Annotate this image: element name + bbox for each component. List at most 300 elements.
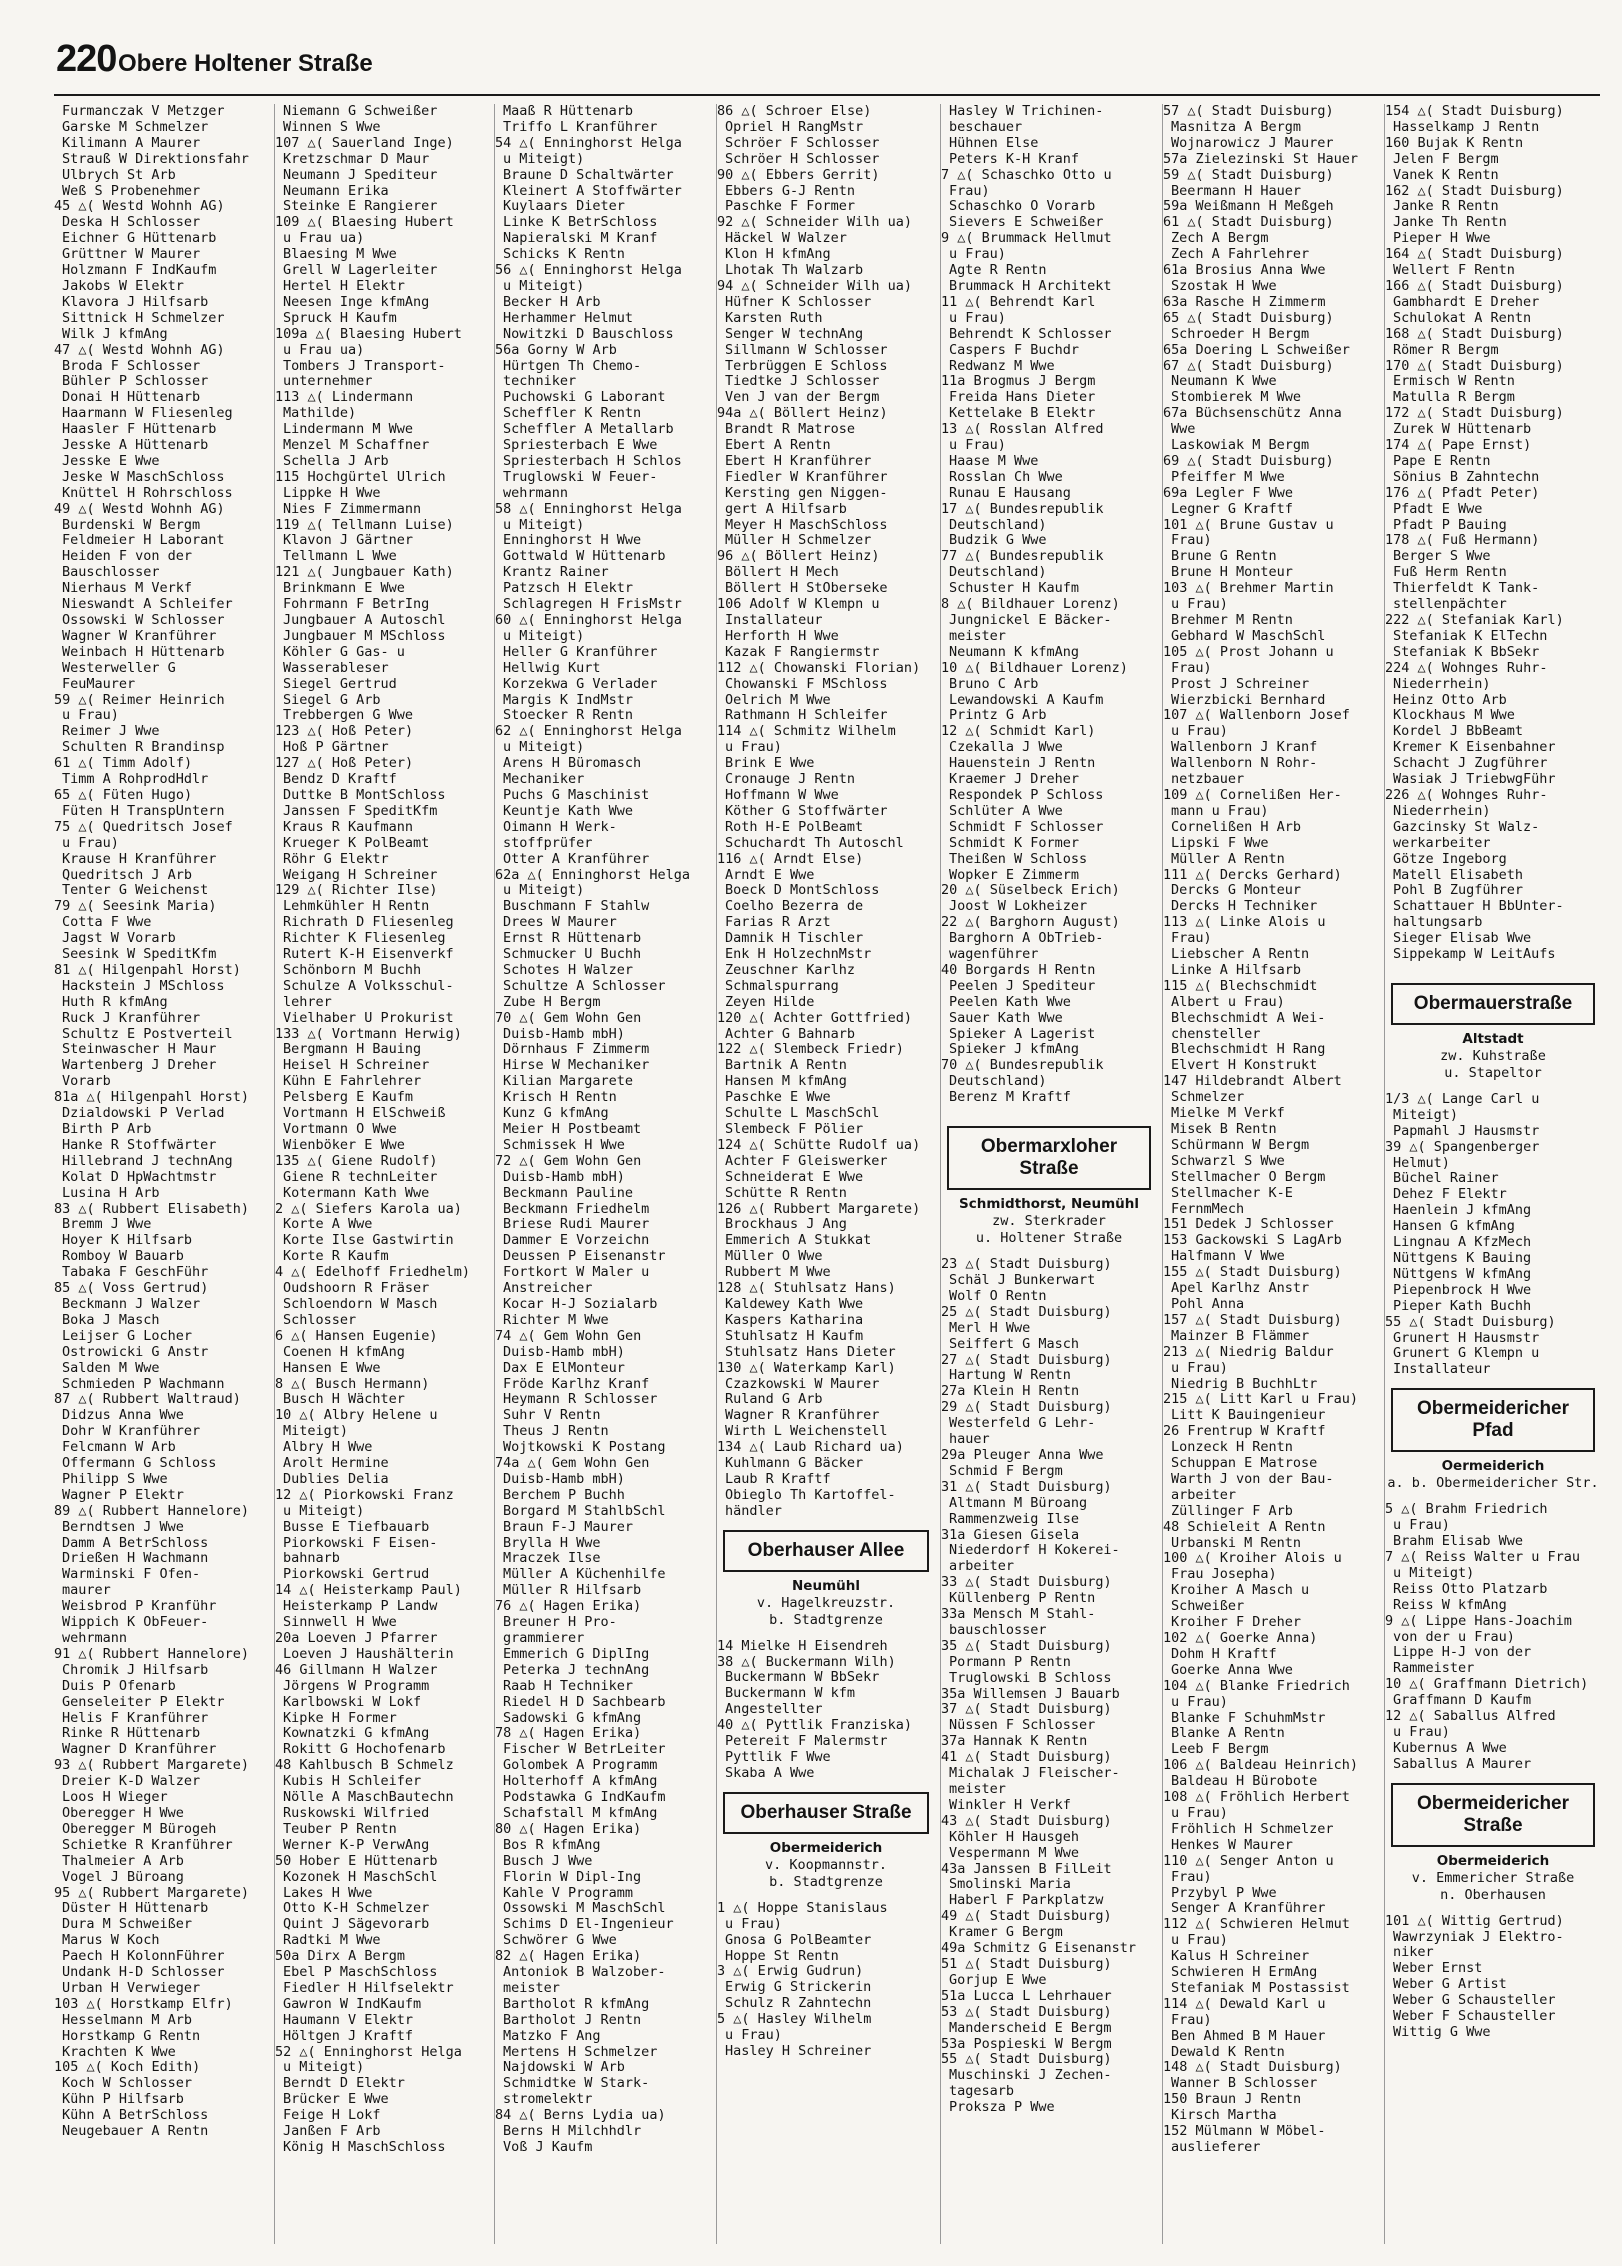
resident-entry: Nüttgens K Bauing [1393,1251,1532,1266]
resident-entry: Böllert H StOberseke [725,581,888,597]
resident-entry: Wilk J kfmAng [62,326,168,342]
resident-entry: Wirth L Weichenstell [725,1424,888,1440]
resident-entry: Kremer K Eisenbahner [1393,740,1556,756]
resident-entry: Schröer H Schlosser [725,151,880,167]
resident-entry: Duisb-Hamb mbH) [503,1026,625,1042]
resident-entry: Litt K Bauingenieur [1171,1408,1326,1424]
resident-entry: Caspers F Buchdr [949,342,1080,358]
owner-entry: 39 △( Spangenberger [1385,1139,1540,1155]
resident-entry: Installateur [725,613,823,628]
resident-entry: 147 Hildebrandt Albert [1163,1074,1342,1090]
owner-entry: 170 △( Stadt Duisburg) [1385,358,1564,374]
resident-entry: Voß J Kaufm [503,2140,593,2155]
resident-entry: Czekalla J Wwe [949,740,1063,756]
owner-entry: 12 △( Piorkowski Franz [275,1487,454,1503]
resident-entry: Hansen E Wwe [283,1360,381,1376]
owner-entry: 122 △( Slembeck Friedr) [717,1042,904,1058]
resident-entry: Smolinski Maria [949,1877,1071,1893]
owner-entry: 222 △( Stefaniak Karl) [1385,613,1564,628]
resident-entry: Müller R Hilfsarb [503,1583,642,1599]
resident-entry: Hellwig Kurt [503,660,601,676]
resident-entry: Haasler F Hüttenarb [62,422,217,438]
resident-entry: Arens H Büromasch [503,756,642,772]
resident-entry: Manderscheid E Bergm [949,2020,1112,2036]
resident-entry: Rinke R Hüttenarb [62,1726,201,1742]
resident-entry: Sönius B Zahntechn [1393,469,1540,485]
resident-entry: stellenpächter [1393,597,1507,613]
resident-entry: u Frau) [1171,1694,1228,1710]
resident-entry: Installateur [1393,1362,1491,1378]
resident-entry: Frau) [1171,2012,1212,2028]
resident-entry: Bremm J Wwe [62,1217,152,1233]
owner-entry: 95 △( Rubbert Margarete) [54,1885,250,1901]
resident-entry: mann u Frau) [1171,803,1269,819]
resident-entry: 63a Rasche H Zimmerm [1163,294,1326,310]
resident-entry: 69a Legler F Wwe [1163,485,1294,501]
resident-entry: Westerweller G [62,660,176,676]
resident-entry: Otto K-H Schmelzer [283,1901,430,1917]
owner-entry: 109 △( Blaesing Hubert [275,215,454,231]
owner-entry: 164 △( Stadt Duisburg) [1385,247,1564,263]
resident-entry: Kotermann Kath Wwe [283,1185,430,1201]
resident-entry: Dohm H Kraftf [1171,1646,1277,1662]
owner-entry: 67 △( Stadt Duisburg) [1163,358,1334,374]
resident-entry: u Frau) [62,835,119,851]
resident-entry: 150 Braun J Rentn [1163,2092,1302,2108]
spacer [1385,1492,1601,1502]
resident-entry: Neumann K Wwe [1171,374,1277,390]
owner-entry: 54 △( Enninghorst Helga [495,135,682,151]
resident-entry: Stombierek M Wwe [1171,390,1302,406]
street-range-label: v. Koopmannstr. [765,1856,887,1873]
resident-entry: Tabaka F GeschFühr [62,1265,209,1281]
resident-entry: Bühler P Schlosser [62,374,209,390]
resident-entry: Gambhardt E Dreher [1393,294,1540,310]
resident-entry: hauer [949,1432,990,1448]
owner-entry: 38 △( Buckermann Wilh) [717,1654,896,1670]
resident-entry: Bruno C Arb [949,676,1039,692]
resident-entry: Sievers E Schweißer [949,215,1104,231]
resident-entry: Chowanski F MSchloss [725,676,888,692]
resident-entry: 35a Willemsen J Bauarb [941,1686,1120,1702]
owner-entry: 59 △( Stadt Duisburg) [1163,167,1334,183]
resident-entry: Ebbers G-J Rentn [725,183,856,199]
owner-entry: 61 △( Stadt Duisburg) [1163,215,1334,231]
resident-entry: Puchs G Maschinist [503,787,650,803]
resident-entry: u Frau) [949,438,1006,454]
owner-entry: 133 △( Vortmann Herwig) [275,1026,462,1042]
owner-entry: 113 △( Lindermann [275,390,414,406]
resident-entry: u Frau) [1171,1360,1228,1376]
resident-entry: Drees W Maurer [503,915,617,931]
resident-entry: Raab H Techniker [503,1678,634,1694]
resident-entry: Cronauge J Rentn [725,772,856,788]
resident-entry: Helmut) [1393,1155,1450,1171]
resident-entry: Lhotak Th Walzarb [725,263,864,279]
resident-entry: Haumann V Elektr [283,2012,414,2028]
resident-entry: Zech A Bergm [1171,231,1269,247]
resident-entry: Duttke B MontSchloss [283,787,446,803]
resident-entry: Linke A Hilfsarb [1171,962,1302,978]
resident-entry: u Frau) [1393,1518,1450,1534]
resident-entry: Jungbauer A Autoschl [283,613,446,628]
owner-entry: 111 △( Dercks Gerhard) [1163,867,1342,883]
resident-entry: Legner G Kraftf [1171,501,1293,517]
resident-entry: Gazcinsky St Walz- [1393,819,1540,835]
owner-entry: 10 △( Bildhauer Lorenz) [941,660,1128,676]
resident-entry: Schmissek H Wwe [503,1137,625,1153]
owner-entry: 55 △( Stadt Duisburg) [1385,1314,1556,1330]
resident-entry: Grunert G Klempn u [1393,1346,1540,1362]
directory-column-2 [274,104,489,2244]
resident-entry: Enk H HolzechnMstr [725,947,872,963]
resident-entry: Schütte R Rentn [725,1185,847,1201]
owner-entry: 129 △( Richter Ilse) [275,883,438,899]
resident-entry: Duisb-Hamb mbH) [503,1169,625,1185]
resident-entry: u Miteigt) [503,883,585,899]
resident-entry: Masnitza A Bergm [1171,119,1302,135]
resident-entry: Tombers J Transport- [283,358,446,374]
resident-entry: Boeck D MontSchloss [725,883,880,899]
resident-entry: Siegel Gertrud [283,676,397,692]
resident-entry: Genseleiter P Elektr [62,1694,225,1710]
resident-entry: Jelen F Bergm [1393,151,1499,167]
resident-entry: Matulla R Bergm [1393,390,1515,406]
resident-entry: Niederrhein) [1393,676,1491,692]
resident-entry: 59a Weißmann H Meßgeh [1163,199,1334,215]
resident-entry: werkarbeiter [1393,835,1491,851]
resident-entry: Wanner B Schlosser [1171,2076,1318,2092]
resident-entry: Dura M Schweißer [62,1917,193,1933]
resident-entry: Pfeiffer M Wwe [1171,469,1285,485]
resident-entry: Hasselkamp J Rentn [1393,119,1540,135]
resident-entry: Niederdorf H Kokerei- [949,1543,1120,1559]
street-range-label: a. b. Obermeidericher Str. [1387,1475,1599,1492]
resident-entry: Höltgen J Kraftf [283,2028,414,2044]
resident-entry: Jeske W MaschSchloss [62,469,225,485]
owner-entry: 12 △( Schmidt Karl) [941,724,1096,740]
resident-entry: u Miteigt) [503,517,585,533]
resident-entry: 29a Pleuger Anna Wwe [941,1447,1104,1463]
resident-entry: wehrmann [503,485,569,501]
resident-entry: Muschinski J Zechen- [949,2068,1112,2084]
resident-entry: Paech H KolonnFührer [62,1949,225,1965]
resident-entry: Schlüter A Wwe [949,803,1063,819]
owner-entry: 103 △( Brehmer Martin [1163,581,1334,597]
owner-entry: 81 △( Hilgenpahl Horst) [54,962,241,978]
resident-entry: Przybyl P Wwe [1171,1885,1277,1901]
resident-entry: Skaba A Wwe [725,1765,815,1781]
owner-entry: 35 △( Stadt Duisburg) [941,1638,1112,1654]
resident-entry: Vespermann M Wwe [949,1845,1080,1861]
owner-entry: 106 △( Baldeau Heinrich) [1163,1758,1359,1774]
owner-entry: 148 △( Stadt Duisburg) [1163,2060,1342,2076]
resident-entry: 37a Hannak K Rentn [941,1734,1088,1750]
owner-entry: 72 △( Gem Wohn Gen [495,1153,642,1169]
resident-entry: Kleinert A Stoffwärter [503,183,682,199]
owner-entry: 17 △( Bundesrepublik [941,501,1104,517]
street-range-label: b. Stadtgrenze [769,1611,883,1628]
resident-entry: Rubbert M Wwe [725,1265,831,1281]
owner-entry: 2 △( Siefers Karola ua) [275,1201,462,1217]
owner-entry: 113 △( Linke Alois u [1163,915,1326,931]
resident-entry: Florin W Dipl-Ing [503,1869,642,1885]
resident-entry: Hasley W Trichinen- [949,104,1104,119]
resident-entry: Printz G Arb [949,708,1047,724]
owner-entry: 105 △( Koch Edith) [54,2060,201,2076]
resident-entry: Garske M Schmelzer [62,119,209,135]
owner-entry: 12 △( Saballus Alfred [1385,1709,1556,1725]
resident-entry: Stefaniak K ElTechn [1393,628,1548,644]
resident-entry: Müller O Wwe [725,1249,823,1265]
resident-entry: Weisbrod P Kranführ [62,1599,217,1615]
resident-entry: Giene R technLeiter [283,1169,438,1185]
directory-column-7 [1384,104,1601,2244]
owner-entry: 69 △( Stadt Duisburg) [1163,453,1334,469]
resident-entry: Spieker J kfmAng [949,1042,1080,1058]
resident-entry: Dehez F Elektr [1393,1187,1507,1203]
owner-entry: 107 △( Sauerland Inge) [275,135,454,151]
resident-entry: Seiffert G Masch [949,1336,1080,1352]
owner-entry: 94 △( Schneider Wilh ua) [717,278,913,294]
street-range-label: u. Stapeltor [1444,1064,1542,1081]
resident-entry: Urbanski M Rentn [1171,1535,1302,1551]
resident-entry: Scheffler K Rentn [503,406,642,422]
resident-entry: Timm A RohprodHdlr [62,772,209,788]
resident-entry: haltungsarb [1393,915,1483,931]
resident-entry: Beermann H Hauer [1171,183,1302,199]
resident-entry: Schmid F Bergm [949,1463,1063,1479]
owner-entry: 93 △( Rubbert Margarete) [54,1758,250,1774]
resident-entry: Weber Ernst [1393,1961,1483,1977]
owner-entry: 103 △( Horstkamp Elfr) [54,1996,233,2012]
resident-entry: Rutert K-H Eisenverkf [283,947,454,963]
resident-entry: Tiedtke J Schlosser [725,374,880,390]
resident-entry: Schotes H Walzer [503,962,634,978]
resident-entry: Koch W Schlosser [62,2076,193,2092]
owner-entry: 58 △( Enninghorst Helga [495,501,682,517]
street-heading: Obermeidericher Straße [1391,1783,1595,1847]
resident-entry: Meier H Postbeamt [503,1122,642,1137]
resident-entry: meister [949,628,1006,644]
resident-entry: Oberegger M Bürogeh [62,1821,217,1837]
resident-entry: Busch J Wwe [503,1853,593,1869]
resident-entry: u Miteigt) [283,1503,365,1519]
resident-entry: Michalak J Fleischer- [949,1766,1120,1782]
resident-entry: Heisel H Schreiner [283,1058,430,1074]
resident-entry: Frau) [1171,1869,1212,1885]
resident-entry: Bartholot R kfmAng [503,1996,650,2012]
resident-entry: Loeven J Haushälterin [283,1646,454,1662]
resident-entry: Janke Th Rentn [1393,215,1507,231]
resident-entry: Altmann M Büroang [949,1495,1088,1511]
owner-entry: 57 △( Stadt Duisburg) [1163,104,1334,119]
resident-entry: Reimer J Wwe [62,724,160,740]
resident-entry: Warminski F Ofen- [62,1567,201,1583]
resident-entry: Achter G Bahnarb [725,1026,856,1042]
resident-entry: Schultz E Postverteil [62,1026,233,1042]
resident-entry: Farias R Arzt [725,915,831,931]
resident-entry: Hoffmann W Wwe [725,787,839,803]
resident-entry: Schattauer H BbUnter- [1393,899,1564,915]
resident-entry: Stellmacher K-E [1171,1185,1293,1201]
resident-entry: Karlbowski W Lokf [283,1694,422,1710]
owner-entry: 105 △( Prost Johann u [1163,644,1334,660]
resident-entry: Szostak H Wwe [1171,278,1277,294]
resident-entry: Schmelzer [1171,1090,1245,1106]
resident-entry: Herhammer Helmut [503,310,634,326]
resident-entry: u Frau) [1171,724,1228,740]
resident-entry: 46 Gillmann H Walzer [275,1662,438,1678]
resident-entry: Büchel Rainer [1393,1171,1499,1187]
district-label: Oermeiderich [1441,1458,1545,1475]
resident-entry: Böllert H Mech [725,565,839,581]
resident-entry: FeuMaurer [62,676,136,692]
resident-entry: Richter M Wwe [503,1312,609,1328]
resident-entry: Behrendt K Schlosser [949,326,1112,342]
district-label: Obermeiderich [1436,1852,1550,1869]
owner-entry: 14 △( Heisterkamp Paul) [275,1583,462,1599]
resident-entry: Ruskowski Wilfried [283,1805,430,1821]
owner-entry: 120 △( Achter Gottfried) [717,1010,913,1026]
resident-entry: Mraczek Ilse [503,1551,601,1567]
resident-entry: Vogel J Büroang [62,1869,184,1885]
resident-entry: Wolf O Rentn [949,1288,1047,1304]
resident-entry: Hüfner K Schlosser [725,294,872,310]
resident-entry: Rathmann H Schleifer [725,708,888,724]
resident-entry: Kubernus A Wwe [1393,1740,1507,1756]
resident-entry: Duisb-Hamb mbH) [503,1344,625,1360]
resident-entry: Röhr G Elektr [283,851,389,867]
resident-entry: Bendz D Kraftf [283,772,397,788]
resident-entry: Kubis H Schleifer [283,1774,422,1790]
resident-entry: Werner K-P VerwAng [283,1837,430,1853]
resident-entry: Grell W Lagerleiter [283,263,438,279]
resident-entry: Runau E Hausang [949,485,1071,501]
resident-entry: Frau) [1171,931,1212,947]
owner-entry: 108 △( Fröhlich Herbert [1163,1790,1350,1806]
owner-entry: 53 △( Stadt Duisburg) [941,2004,1112,2020]
page-number: 220 [56,38,117,80]
resident-entry: Spriesterbach H Schlos [503,453,682,469]
resident-entry: Schmidtke W Stark- [503,2076,650,2092]
resident-entry: Nölle A MaschBautechn [283,1790,454,1806]
resident-entry: Deutschland) [949,1074,1047,1090]
resident-entry: Römer R Bergm [1393,342,1499,358]
resident-entry: Fuß Herm Rentn [1393,565,1507,581]
resident-entry: Bauschlosser [62,565,160,581]
resident-entry: Peterka J technAng [503,1662,650,1678]
resident-entry: Lakes H Wwe [283,1885,373,1901]
resident-entry: Schweißer [1171,1599,1245,1615]
resident-entry: Korte A Wwe [283,1217,373,1233]
owner-entry: 77 △( Bundesrepublik [941,549,1104,565]
resident-entry: Heiden F von der [62,549,193,565]
resident-entry: Winnen S Wwe [283,119,381,135]
resident-entry: Haase M Wwe [949,453,1039,469]
resident-entry: Niemann G Schweißer [283,104,438,119]
resident-entry: Lindermann M Wwe [283,422,414,438]
resident-entry: Kolat D HpWachtmstr [62,1169,217,1185]
resident-entry: u Frau) [62,708,119,724]
owner-entry: 114 △( Dewald Karl u [1163,1996,1326,2012]
resident-entry: Schürmann W Bergm [1171,1137,1310,1153]
resident-entry: Papmahl J Hausmstr [1393,1123,1540,1139]
resident-entry: Stefaniak K BbSekr [1393,644,1540,660]
resident-entry: beschauer [949,119,1023,135]
running-head-street: Obere Holtener Straße [118,50,373,77]
resident-entry: Brinkmann E Wwe [283,581,405,597]
resident-entry: Eichner G Hüttenarb [62,231,217,247]
resident-entry: Frau) [949,183,990,199]
resident-entry: Hansen G kfmAng [1393,1219,1515,1235]
owner-entry: 3 △( Erwig Gudrun) [717,1964,864,1980]
district-label: Schmidthorst, Neumühl [959,1196,1139,1213]
resident-entry: Sittnick H Schmelzer [62,310,225,326]
resident-entry: Schims D El-Ingenieur [503,1917,674,1933]
resident-entry: u Frau ua) [283,342,365,358]
owner-entry: 74a △( Gem Wohn Gen [495,1456,650,1472]
owner-entry: 82 △( Hagen Erika) [495,1949,642,1965]
resident-entry: bauschlosser [949,1622,1047,1638]
resident-entry: Wasserableser [283,660,389,676]
resident-entry: Bos R kfmAng [503,1837,601,1853]
resident-entry: 48 Schieleit A Rentn [1163,1519,1326,1535]
resident-entry: Schlosser [283,1312,357,1328]
resident-entry: Berns H Milchhdlr [503,2124,642,2140]
resident-entry: Breuner H Pro- [503,1615,617,1631]
resident-entry: Schultze A Schlosser [503,978,666,994]
resident-entry: Brücker E Wwe [283,2092,389,2108]
resident-entry: 51a Lucca L Lehrhauer [941,1988,1112,2004]
resident-entry: Lippe H-J von der [1393,1645,1532,1661]
resident-entry: Nüttgens W kfmAng [1393,1266,1532,1282]
resident-entry: tagesarb [949,2084,1015,2100]
owner-entry: 78 △( Hagen Erika) [495,1726,642,1742]
resident-entry: Weß S Probenehmer [62,183,201,199]
resident-entry: u Frau) [1171,1933,1228,1949]
resident-entry: Janßen F Arb [283,2124,381,2140]
resident-entry: Jagst W Vorarb [62,931,176,947]
resident-entry: Horstkamp G Rentn [62,2028,201,2044]
resident-entry: Berchem P Buchh [503,1487,625,1503]
spacer [941,1106,1157,1116]
resident-entry: Ostrowicki G Anstr [62,1344,209,1360]
resident-entry: Lingnau A KfzMech [1393,1235,1532,1251]
resident-entry: Suhr V Rentn [503,1408,601,1424]
resident-entry: Vanek K Rentn [1393,167,1499,183]
resident-entry: Theus J Rentn [503,1424,609,1440]
resident-entry: Hertel H Elektr [283,278,405,294]
resident-entry: Grüttner W Maurer [62,247,201,263]
resident-entry: u Frau) [725,1916,782,1932]
resident-entry: Barghorn A ObTrieb- [949,931,1104,947]
resident-entry: Wagner P Elektr [62,1487,184,1503]
street-range-label: v. Hagelkreuzstr. [756,1594,896,1611]
resident-entry: Buckermann W kfm [725,1686,856,1702]
resident-entry: Oimann H Werk- [503,819,617,835]
resident-entry: Rosslan Ch Wwe [949,469,1063,485]
owner-entry: 176 △( Pfadt Peter) [1385,485,1540,501]
resident-entry: Henkes W Maurer [1171,1837,1293,1853]
resident-entry: Thierfeldt K Tank- [1393,581,1540,597]
owner-entry: 114 △( Schmitz Wilhelm [717,724,896,740]
resident-entry: Beckmann J Walzer [62,1296,201,1312]
resident-entry: Weinbach H Hüttenarb [62,644,225,660]
resident-entry: Busse E Tiefbauarb [283,1519,430,1535]
owner-entry: 84 △( Berns Lydia ua) [495,2108,666,2124]
resident-entry: Baldeau H Bürobote [1171,1774,1318,1790]
